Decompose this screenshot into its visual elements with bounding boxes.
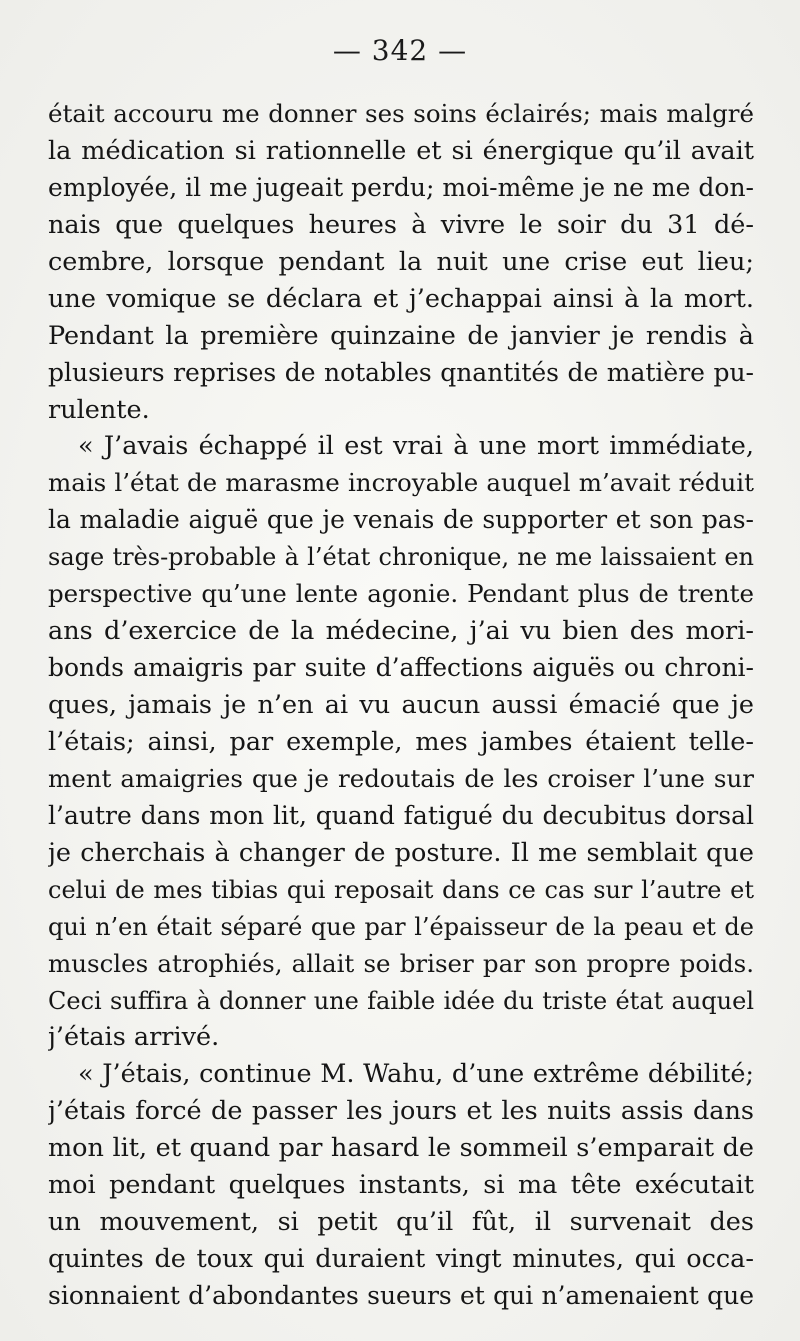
text-line: un mouvement, si petit qu’il fût, il survenait des xyxy=(48,1207,754,1238)
text-line: cembre, lorsque pendant la nuit une crise eut lieu; xyxy=(48,246,754,277)
text-line: Pendant la première quinzaine de janvier je rendis à xyxy=(48,320,754,351)
paragraph-start-line: « J’étais, continue M. Wahu, d’une extrême débilité; xyxy=(78,1059,754,1090)
text-line: la médication si rationnelle et si énergique qu’il avait xyxy=(48,135,754,166)
paragraph-end-line: rulente. xyxy=(48,394,150,425)
text-line: mon lit, et quand par hasard le sommeil s’emparait de xyxy=(48,1133,754,1164)
text-line: ment amaigries que je redoutais de les croiser l’une sur xyxy=(48,763,754,793)
text-line: Ceci suffira à donner une faible idée du triste état auquel xyxy=(48,986,754,1015)
text-line: plusieurs reprises de notables qnantités de matière pu- xyxy=(48,357,754,387)
text-line: j’étais forcé de passer les jours et les nuits assis dans xyxy=(48,1096,754,1127)
paragraph-end-line: j’étais arrivé. xyxy=(48,1022,220,1053)
text-line: sionnaient d’abondantes sueurs et qui n’amenaient que xyxy=(48,1281,754,1310)
text-line: qui n’en était séparé que par l’épaisseur de la peau et de xyxy=(48,912,754,941)
text-line: l’autre dans mon lit, quand fatigué du decubitus dorsal xyxy=(48,800,754,830)
text-line: l’étais; ainsi, par exemple, mes jambes étaient telle- xyxy=(48,726,754,757)
text-line: quintes de toux qui duraient vingt minutes, qui occa- xyxy=(48,1244,754,1275)
text-line: sage très-probable à l’état chronique, ne me laissaient en xyxy=(48,543,754,572)
paragraph-start-line: « J’avais échappé il est vrai à une mort immédiate, xyxy=(78,431,754,462)
text-line: était accouru me donner ses soins éclairés; mais malgré xyxy=(48,99,754,128)
text-line: ques, jamais je n’en ai vu aucun aussi émacié que je xyxy=(48,690,754,720)
body-text xyxy=(48,96,754,1315)
text-line: ans d’exercice de la médecine, j’ai vu bien des mori- xyxy=(48,616,754,647)
page-number: — 342 — xyxy=(332,34,468,67)
text-line: perspective qu’une lente agonie. Pendant plus de trente xyxy=(48,579,754,609)
text-line: la maladie aiguë que je venais de supporter et son pas- xyxy=(48,505,754,535)
text-line: bonds amaigris par suite d’affections aiguës ou chroni- xyxy=(48,653,754,683)
text-line: je cherchais à changer de posture. Il me semblait que xyxy=(48,837,754,868)
text-line: moi pendant quelques instants, si ma tête exécutait xyxy=(48,1170,754,1201)
text-line: muscles atrophiés, allait se briser par son propre poids. xyxy=(48,948,754,978)
text-line: nais que quelques heures à vivre le soir du 31 dé- xyxy=(48,209,754,240)
text-line: celui de mes tibias qui reposait dans ce cas sur l’autre et xyxy=(48,875,754,904)
text-line: employée, il me jugeait perdu; moi-même je ne me don- xyxy=(48,172,754,202)
text-line: mais l’état de marasme incroyable auquel m’avait réduit xyxy=(48,468,754,498)
text-line: une vomique se déclara et j’echappai ainsi à la mort. xyxy=(48,283,754,314)
